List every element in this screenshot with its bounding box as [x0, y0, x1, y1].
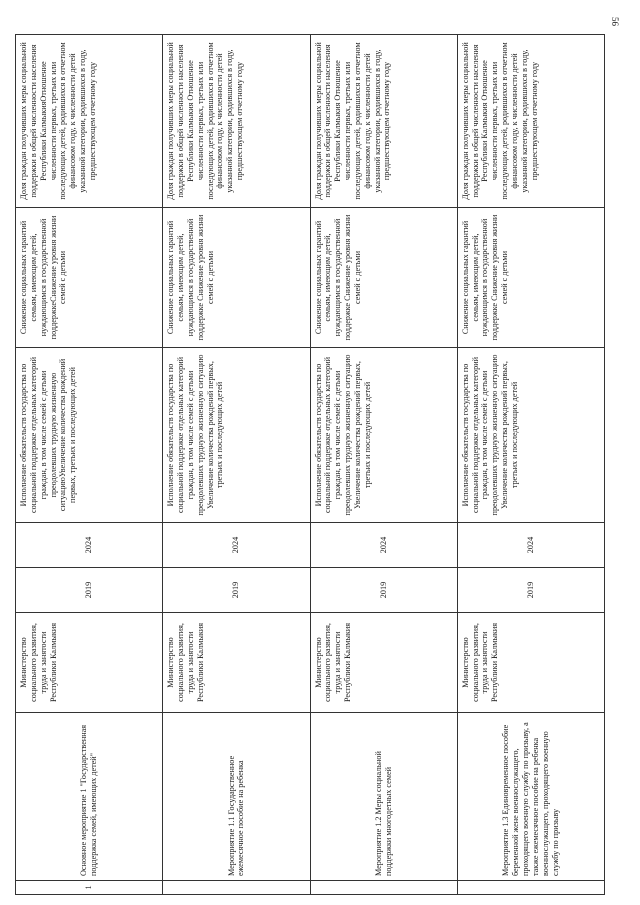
executor-cell: Министерство социального развития, труда и занятости Республики Калмыкия — [16, 613, 163, 713]
table-row — [16, 35, 163, 895]
non-implementation-consequence-cell: Снижение социальных гарантий семьям, имеющим детей, нуждающимся в государственной поддержке Снижение уровня жизни семей с детьми — [163, 208, 310, 348]
indicator-link-cell: Доля граждан получивших меры социальной поддержки в общей численности населения Республики Калмыкия Отношение численности первых, третьих или последующих детей, родившихся в отчетном финансовом году, к численности детей указанной категории, родившихся в году, предшествующем отчетному году — [457, 35, 604, 208]
row-number-cell — [163, 881, 310, 895]
executor-cell: Министерство социального развития, труда и занятости Республики Калмыкия — [457, 613, 604, 713]
indicator-link-cell: Доля граждан получивших меры социальной поддержки в общей численности населения Республики КалмыкияОтношение численности первых, третьих или последующих детей, родившихся в отчетном финансовом году, к численности детей указанной категории, родившихся в году, предшествующем отчетному году — [16, 35, 163, 208]
table-row — [457, 35, 604, 895]
start-year-cell: 2019 — [310, 568, 457, 613]
end-year-cell: 2024 — [310, 523, 457, 568]
expected-result-cell: Исполнение обязательств государства по социальной поддержке отдельных категорий граждан, в том числе семей с детьми преодолевших трудную жизненную ситуациюУвеличение количества рождений первых, третьих и последующих детей — [16, 348, 163, 523]
table-row — [310, 35, 457, 895]
end-year-cell: 2024 — [163, 523, 310, 568]
activity-name-cell: Мероприятие 1.2 Меры социальной поддержки многодетных семей — [310, 713, 457, 881]
end-year-cell: 2024 — [16, 523, 163, 568]
activity-name-cell: Мероприятие 1.3 Единовременное пособие беременной жене военнослужащего, проходящего военную службу по призыву, а также ежемесячное пособие на ребенка военнослужащего, проходящего военную службу по призыву — [457, 713, 604, 881]
indicator-link-cell: Доля граждан получивших меры социальной поддержки в общей численности населения Республики Калмыкия Отношение численности первых, третьих или последующих детей, родившихся в отчетном финансовом году, к численности детей указанной категории, родившихся в году, предшествующем отчетному году — [310, 35, 457, 208]
row-number-cell — [457, 881, 604, 895]
row-number-cell: 1 — [16, 881, 163, 895]
activity-name-cell: Мероприятие 1.1 Государственное ежемесячное пособие на ребенка — [163, 713, 310, 881]
non-implementation-consequence-cell: Снижение социальных гарантий семьям, имеющим детей, нуждающимся в государственной поддержке Снижение уровня жизни семей с детьми — [457, 208, 604, 348]
non-implementation-consequence-cell: Снижение социальных гарантий семьям, имеющим детей, нуждающимся в государственной поддержке Снижение уровня жизни семей с детьми — [310, 208, 457, 348]
expected-result-cell: Исполнение обязательств государства по социальной поддержке отдельных категорий граждан, в том числе семей с детьми преодолевших трудную жизненную ситуацию Увеличение количества рождений первых, третьих и последующих детей — [163, 348, 310, 523]
expected-result-cell: Исполнение обязательств государства по социальной поддержке отдельных категорий граждан, в том числе семей с детьми преодолевших трудную жизненную ситуацию Увеличение количества рождений первых, третьих и последующих детей — [310, 348, 457, 523]
indicator-link-cell: Доля граждан получивших меры социальной поддержки в общей численности населения Республики Калмыкия Отношение численности первых, третьих или последующих детей, родившихся в отчетном финансовом году, к численности детей указанной категории, родившихся в году, предшествующем отчетному году — [163, 35, 310, 208]
start-year-cell: 2019 — [16, 568, 163, 613]
executor-cell: Министерство социального развития, труда и занятости Республики Калмыкия — [310, 613, 457, 713]
executor-cell: Министерство социального развития, труда и занятости Республики Калмыкия — [163, 613, 310, 713]
row-number-cell — [310, 881, 457, 895]
start-year-cell: 2019 — [163, 568, 310, 613]
end-year-cell: 2024 — [457, 523, 604, 568]
program-activities-table — [15, 34, 605, 895]
table-row — [163, 35, 310, 895]
non-implementation-consequence-cell: Снижение социальных гарантий семьям, имеющим детей, нуждающимся в государственной поддержкеСнижение уровня жизни семей с детьми — [16, 208, 163, 348]
page-number: 56 — [610, 17, 620, 26]
activity-name-cell: Основное мероприятие 1 "Государственная поддержка семей, имеющих детей" — [16, 713, 163, 881]
expected-result-cell: Исполнение обязательств государства по социальной поддержке отдельных категорий граждан, в том числе семей с детьми преодолевших трудную жизненную ситуацию Увеличение количества рождений первых, третьих и последующих детей — [457, 348, 604, 523]
start-year-cell: 2019 — [457, 568, 604, 613]
program-table-sheet — [15, 35, 605, 895]
